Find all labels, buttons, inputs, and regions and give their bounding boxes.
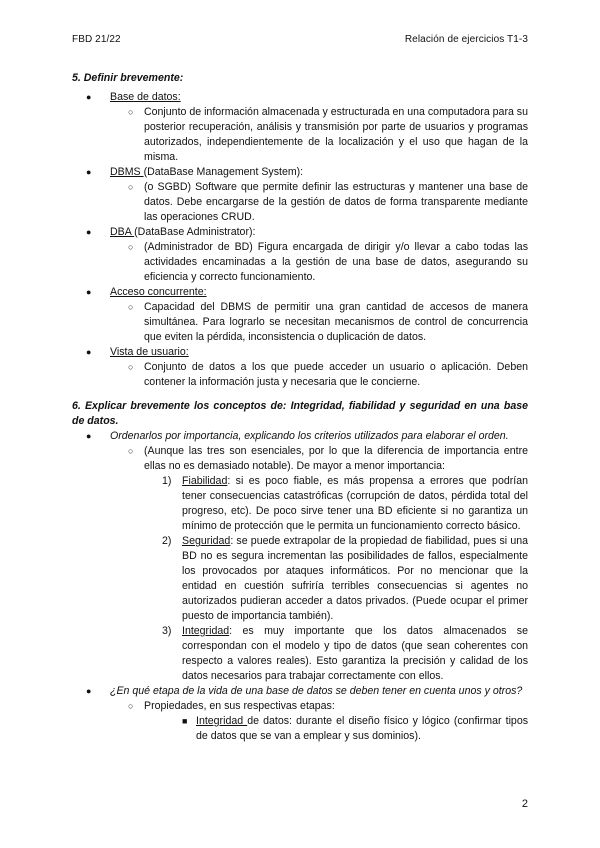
definition: (o SGBD) Software que permite definir las estructuras y mantener una base de datos. Debe encargarse de la gestión de datos de forma transparente mediante las operaciones CRUD. [144,181,528,223]
list-item [128,105,528,165]
bullet-icon: ● [86,686,92,696]
item-number: 2) [162,535,172,547]
circle-bullet-icon: ○ [128,362,134,372]
bullet-icon: ● [86,431,92,441]
question: Ordenarlos por importancia, explicando los criterios utilizados para elaborar el orden. [110,430,509,442]
circle-bullet-icon: ○ [128,107,134,117]
list-item [86,345,528,360]
circle-bullet-icon: ○ [128,242,134,252]
term: Integridad [182,625,230,637]
document-body [72,71,528,744]
item-number: 3) [162,625,172,637]
list-item [128,300,528,345]
term: Seguridad [182,535,231,547]
list-item [128,360,528,390]
circle-bullet-icon: ○ [128,446,134,456]
definition: Conjunto de datos a los que puede acceder un usuario o aplicación. Deben contener la información justa y necesaria que le concierne. [144,361,528,388]
list-item [128,240,528,285]
definition: Capacidad del DBMS de permitir una gran cantidad de accesos de manera simultánea. Para lograrlo se necesitan mecanismos de control de concurrencia que eviten la pérdida, inconsistencia o duplicación de datos. [144,301,528,343]
list-item [86,684,528,699]
list-item: ● DBMS (DataBase Management System): [86,166,304,178]
bullet-icon: ● [86,227,92,237]
list-item [86,285,528,300]
term: DBA [110,226,135,238]
bullet-icon: ● [86,347,92,357]
list-item [128,699,528,714]
definition: Conjunto de información almacenada y estructurada en una computadora para su posterior recuperación, análisis y transmisión por parte de usuarios y programas autorizados, independientemente de la localización y el uso que hagan de la misma. [144,106,528,163]
bullet-icon: ● [86,92,92,102]
square-bullet-icon: ■ [182,716,188,726]
term: Fiabilidad [182,475,228,487]
list-item [86,429,528,444]
list-item [86,90,528,105]
numbered-item: 2) Seguridad: se puede extrapolar de la propiedad de fiabilidad, pues si una BD no es segura incrementan las posibilidades de fallos, especialmente los provocados por ataques informáticos. Por no mencionar que la entidad en cuestión sufriría terribles consecuencias si agentes no autorizados pudieran acceder a datos privados. (Puede ocupar el primer puesto de importancia también). [162,535,528,622]
bullet-icon: ● [86,287,92,297]
header-course: FBD 21/22 [72,34,121,45]
definition: (Administrador de BD) Figura encargada de dirigir y/o llevar a cabo todas las actividades encaminadas a la gestión de una base de datos, asegurando su eficiencia y correcto funcionamiento. [144,241,528,283]
question: ¿En qué etapa de la vida de una base de datos se deben tener en cuenta unos y otros? [110,685,523,697]
answer: Propiedades, en sus respectivas etapas: [144,700,335,712]
section-6-title: 6. Explicar brevemente los conceptos de: Integridad, fiabilidad y seguridad en una base de datos. [72,400,528,427]
bullet-icon: ● [86,167,92,177]
list-item: ● DBA (DataBase Administrator): [86,226,256,238]
circle-bullet-icon: ○ [128,701,134,711]
term: Vista de usuario: [110,346,189,358]
list-item [128,444,528,474]
circle-bullet-icon: ○ [128,302,134,312]
item-number: 1) [162,475,172,487]
term: Acceso concurrente: [110,286,207,298]
section-5-title: 5. Definir brevemente: [72,72,184,84]
term: Integridad [196,715,248,727]
term: DBMS [110,166,144,178]
numbered-item: 3) Integridad: es muy importante que los datos almacenados se correspondan con el modelo y tipo de datos (que sean coherentes con respecto a valores reales). Esto garantiza la precisión y calidad de los datos necesarios para trabajar correctamente con ellos. [162,625,528,682]
page-number: 2 [521,798,528,810]
answer: (Aunque las tres son esenciales, por lo que la diferencia de importancia entre ellas no es demasiado notable). De mayor a menor importancia: [144,445,528,472]
list-item [128,180,528,225]
term: Base de datos: [110,91,181,103]
circle-bullet-icon: ○ [128,182,134,192]
list-item: ■ Integridad de datos: durante el diseño físico y lógico (confirmar tipos de datos que se van a emplear y sus dominios). [182,715,529,742]
header-title: Relación de ejercicios T1-3 [404,34,528,45]
numbered-item: 1) Fiabilidad: si es poco fiable, es más propensa a errores que podrían tener consecuencias catastróficas (corrupción de datos, pérdida total del progreso, etc). De poco sirve tener una BD eficiente si no garantiza un mínimo de protección que le permita un funcionamiento correcto básico. [162,475,528,532]
